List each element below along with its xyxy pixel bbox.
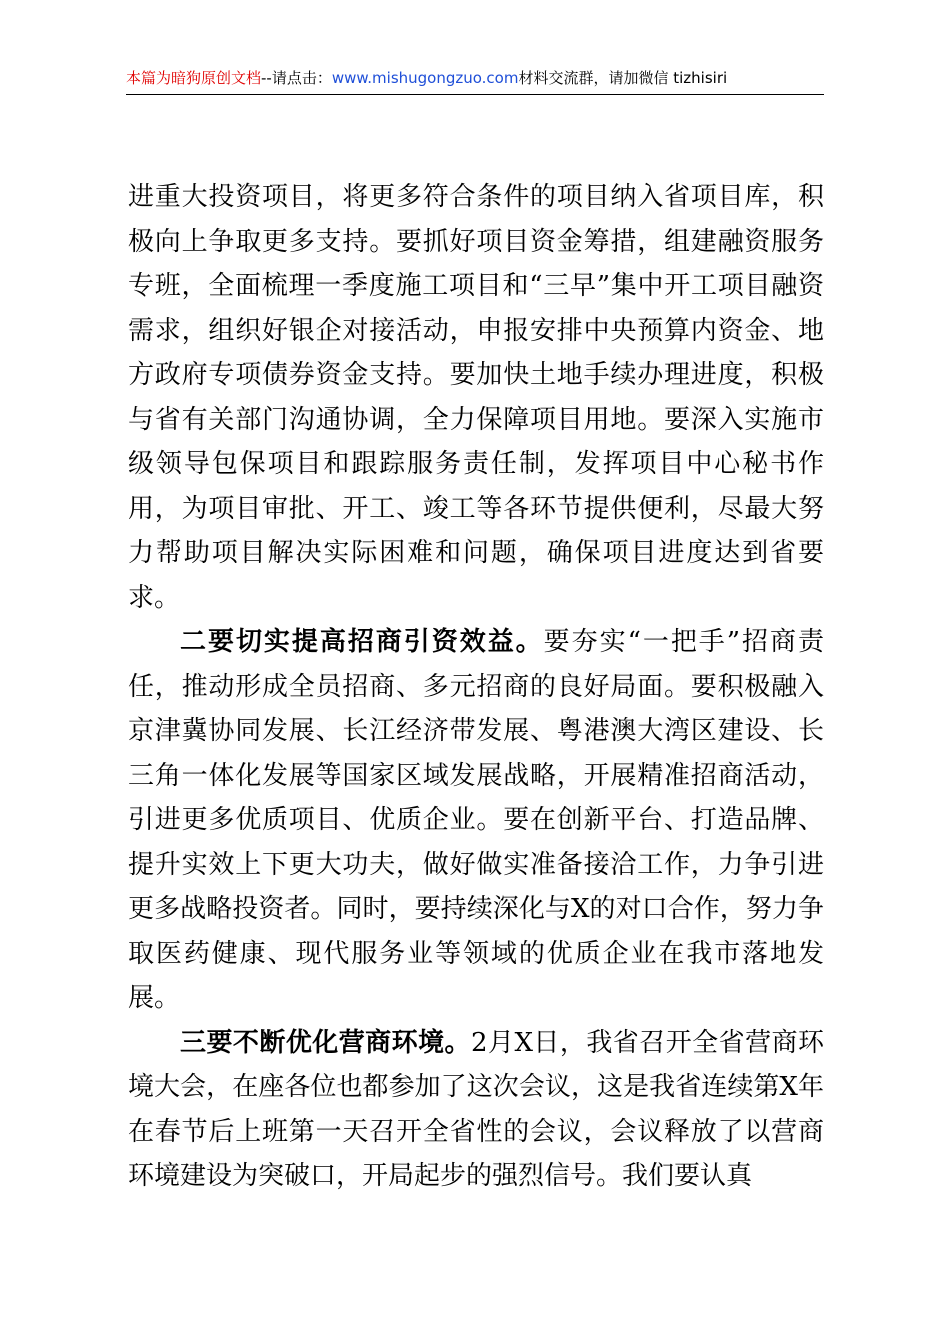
paragraph-1-text: 进重大投资项目，将更多符合条件的项目纳入省项目库，积极向上争取更多支持。要抓好项目资金筹措，组建融资服务专班，全面梳理一季度施工项目和“三早”集中开工项目融资需求，组织好银企对接活动，申报安排中央预算内资金、地方政府专项债券资金支持。要加快土地手续办理进度，积极与省有关部门沟通协调，全力保障项目用地。要深入实施市级领导包保项目和跟踪服务责任制，发挥项目中心秘书作用，为项目审批、开工、竣工等各环节提供便利，尽最大努力帮助项目解决实际困难和问题，确保项目进度达到省要求。: [128, 182, 824, 613]
paragraph-1: [128, 175, 824, 620]
header-click-prompt: --请点击：: [261, 69, 332, 87]
paragraph-2: [128, 620, 824, 1021]
header-website-link[interactable]: www.mishugongzuo.com: [331, 69, 519, 87]
paragraph-3: [128, 1021, 824, 1199]
page-header: [126, 66, 824, 95]
paragraph-2-text: 要夯实“一把手”招商责任，推动形成全员招商、多元招商的良好局面。要积极融入京津冀协同发展、长江经济带发展、粤港澳大湾区建设、长三角一体化发展等国家区域发展战略，开展精准招商活动，引进更多优质项目、优质企业。要在创新平台、打造品牌、提升实效上下更大功夫，做好做实准备接洽工作，力争引进更多战略投资者。同时，要持续深化与X的对口合作，努力争取医药健康、现代服务业等领域的优质企业在我市落地发展。: [128, 627, 824, 1013]
document-body: [128, 175, 824, 1199]
header-wechat-info: 材料交流群，请加微信 tizhisiri: [518, 69, 728, 87]
header-doc-notice: 本篇为暗狗原创文档: [126, 69, 262, 87]
paragraph-3-heading: 三要不断优化营商环境。: [180, 1027, 472, 1058]
paragraph-2-heading: 二要切实提高招商引资效益。: [180, 627, 544, 657]
paragraph-3-text: 2月X日，我省召开全省营商环境大会，在座各位也都参加了这次会议，这是我省连续第X年在春节后上班第一天召开全省性的会议，会议释放了以营商环境建设为突破口，开局起步的强烈信号。我们要认真: [128, 1027, 824, 1191]
